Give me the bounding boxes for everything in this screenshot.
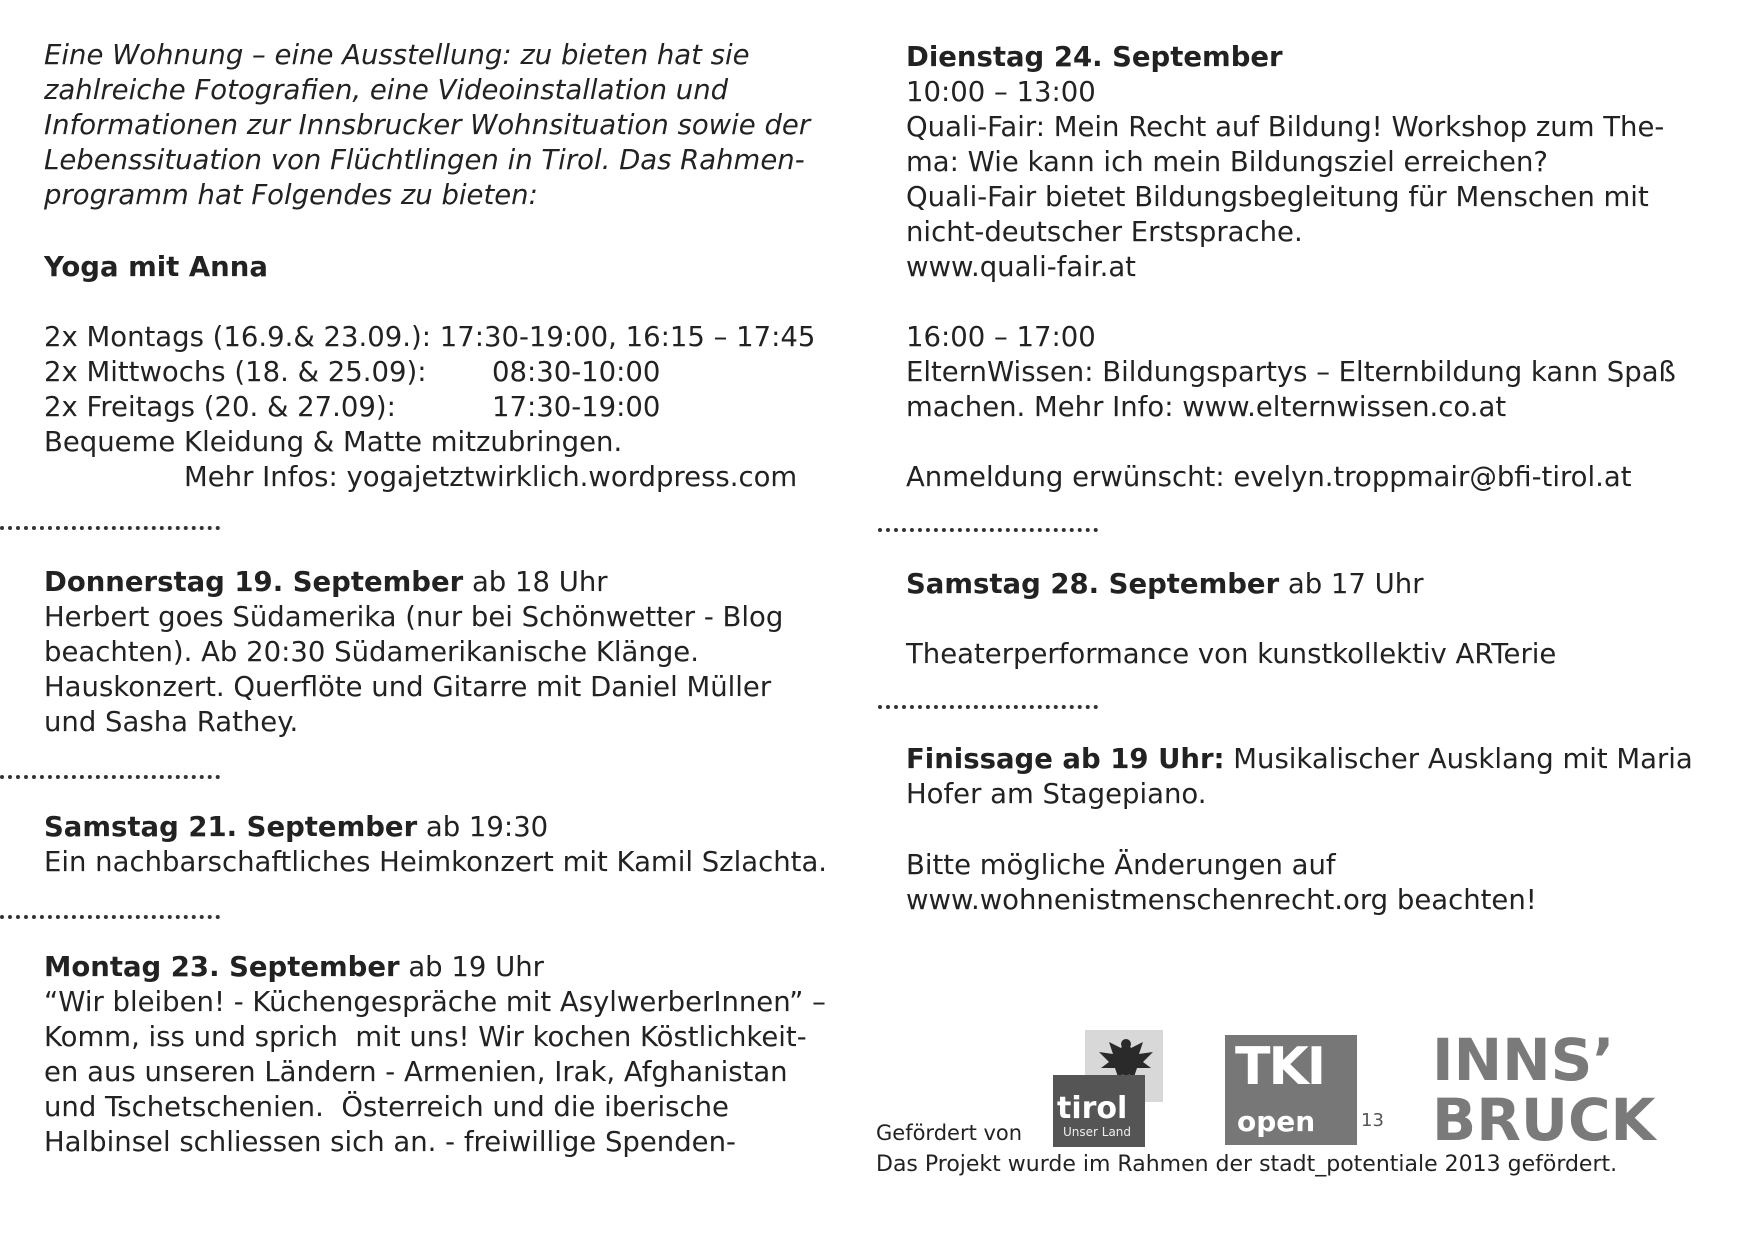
finissage-line: Hofer am Stagepiano.: [906, 778, 1207, 810]
event-line: “Wir bleiben! - Küchengespräche mit AsylwerberInnen” –: [44, 986, 826, 1018]
event-dienstag: [906, 40, 1676, 495]
finissage-text: Musikalischer Ausklang mit Maria: [1224, 743, 1693, 775]
event-line: nicht-deutscher Erstsprache.: [906, 216, 1303, 248]
event-date: Samstag 21. September: [44, 811, 418, 843]
event-line: en aus unseren Ländern - Armenien, Irak, Afghanistan: [44, 1056, 788, 1088]
yoga-row-label: 2x Montags (16.9.& 23.09.): 17:30-19:00, 16:15 – 17:45: [44, 321, 816, 353]
intro-text: [44, 38, 810, 213]
intro-line: Lebenssituation von Flüchtlingen in Tirol. Das Rahmen-: [44, 144, 805, 176]
event-line: Quali-Fair bietet Bildungsbegleitung für Menschen mit: [906, 181, 1649, 213]
event-line: machen. Mehr Info: www.elternwissen.co.at: [906, 391, 1507, 423]
event-line: ElternWissen: Bildungspartys – Elternbildung kann Spaß: [906, 356, 1676, 388]
intro-line: zahlreiche Fotografien, eine Videoinstallation und: [44, 74, 729, 106]
tirol-logo: [1053, 1030, 1163, 1147]
notice-line: Bitte mögliche Änderungen auf: [906, 849, 1336, 881]
sponsored-by-label: Gefördert von: [876, 1121, 1023, 1145]
event-line: Hauskonzert. Querflöte und Gitarre mit Daniel Müller: [44, 671, 772, 703]
yoga-row-time: 08:30-10:00: [492, 356, 661, 388]
event-line: Quali-Fair: Mein Recht auf Bildung! Workshop zum The-: [906, 111, 1665, 143]
tirol-logo-sub: Unser Land: [1063, 1125, 1132, 1139]
event-line: Theaterperformance von kunstkollektiv ARTerie: [906, 638, 1557, 670]
divider: [0, 915, 220, 919]
tki-logo-open: open: [1237, 1105, 1316, 1138]
project-note: Das Projekt wurde im Rahmen der stadt_potentiale 2013 gefördert.: [876, 1152, 1618, 1177]
yoga-row-label: 2x Mittwochs (18. & 25.09):: [44, 356, 427, 388]
yoga-note: Bequeme Kleidung & Matte mitzubringen.: [44, 426, 623, 458]
tirol-logo-word: tirol: [1057, 1091, 1128, 1126]
event-samstag-28: [906, 567, 1556, 672]
finissage: [906, 742, 1693, 812]
yoga-schedule: [44, 320, 864, 495]
event-date: Dienstag 24. September: [906, 41, 1283, 73]
event-line: beachten). Ab 20:30 Südamerikanische Klänge.: [44, 636, 699, 668]
inns-logo-line: INNS’: [1432, 1026, 1615, 1094]
divider: [878, 705, 1098, 709]
yoga-more-info: Mehr Infos: yogajetztwirklich.wordpress.com: [184, 461, 798, 493]
intro-line: programm hat Folgendes zu bieten:: [44, 179, 538, 211]
event-time: ab 18 Uhr: [463, 566, 608, 598]
event-montag: [44, 950, 826, 1160]
divider: [0, 526, 220, 530]
event-slot-time: 10:00 – 13:00: [906, 76, 1096, 108]
registration-line: Anmeldung erwünscht: evelyn.troppmair@bfi-tirol.at: [906, 461, 1632, 493]
event-date: Donnerstag 19. September: [44, 566, 464, 598]
tki-logo-word: TKI: [1235, 1037, 1325, 1097]
event-time: ab 19:30: [417, 811, 549, 843]
yoga-row: [44, 390, 864, 425]
intro-line: Informationen zur Innsbrucker Wohnsituation sowie der: [44, 109, 811, 141]
event-samstag-21: [44, 810, 827, 880]
yoga-row-time: 17:30-19:00: [492, 391, 661, 423]
innsbruck-logo: [1432, 1026, 1656, 1154]
yoga-title: Yoga mit Anna: [44, 251, 268, 283]
event-line: Ein nachbarschaftliches Heimkonzert mit Kamil Szlachta.: [44, 846, 828, 878]
event-line: ma: Wie kann ich mein Bildungsziel erreichen?: [906, 146, 1548, 178]
tki-open-logo: [1225, 1035, 1384, 1145]
event-donnerstag: [44, 565, 783, 740]
yoga-row: [44, 355, 864, 390]
inns-logo-line: BRUCK: [1432, 1086, 1656, 1154]
quali-fair-link[interactable]: www.quali-fair.at: [906, 251, 1136, 283]
event-time: ab 19 Uhr: [399, 951, 544, 983]
yoga-row: [44, 320, 864, 355]
notice: [906, 848, 1537, 918]
notice-line: www.wohnenistmenschenrecht.org beachten!: [906, 884, 1537, 916]
event-line: Komm, iss und sprich mit uns! Wir kochen Köstlichkeit-: [44, 1021, 807, 1053]
divider: [878, 528, 1098, 532]
event-line: Herbert goes Südamerika (nur bei Schönwetter - Blog: [44, 601, 784, 633]
yoga-row-label: 2x Freitags (20. & 27.09):: [44, 391, 396, 423]
event-line: Halbinsel schliessen sich an. - freiwillige Spenden-: [44, 1126, 736, 1158]
tki-logo-number: 13: [1361, 1110, 1384, 1131]
event-date: Montag 23. September: [44, 951, 400, 983]
intro-line: Eine Wohnung – eine Ausstellung: zu bieten hat sie: [44, 39, 750, 71]
divider: [0, 775, 220, 779]
event-line: und Sasha Rathey.: [44, 706, 299, 738]
event-slot-time: 16:00 – 17:00: [906, 321, 1096, 353]
event-time: ab 17 Uhr: [1279, 568, 1424, 600]
event-line: und Tschetschenien. Österreich und die iberische: [44, 1091, 729, 1123]
event-date: Samstag 28. September: [906, 568, 1280, 600]
finissage-label: Finissage ab 19 Uhr:: [906, 743, 1225, 775]
